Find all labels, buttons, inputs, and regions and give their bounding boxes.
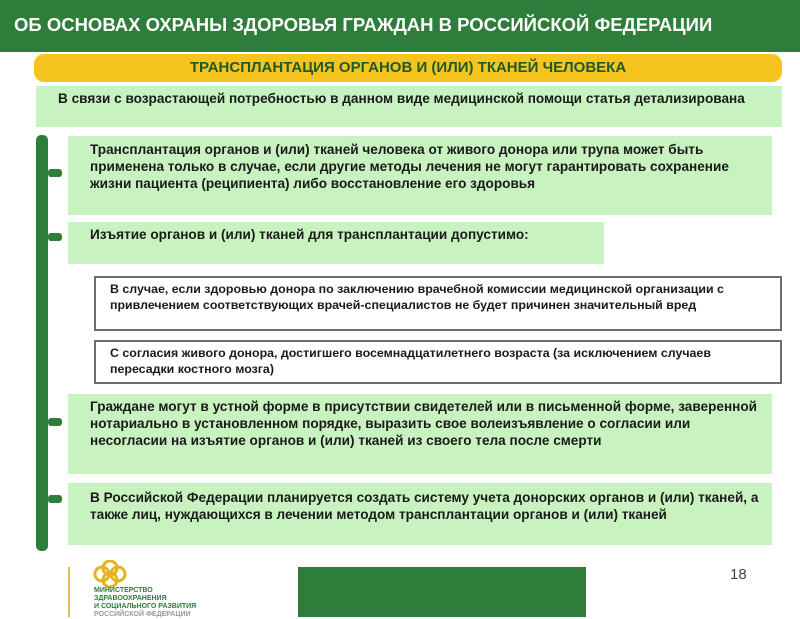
page-number: 18	[730, 566, 747, 583]
page-title: ОБ ОСНОВАХ ОХРАНЫ ЗДОРОВЬЯ ГРАЖДАН В РОССИЙСКОЙ ФЕДЕРАЦИИ	[14, 14, 713, 35]
item-removal-permissible: Изъятие органов и (или) тканей для трансплантации допустимо:	[68, 222, 604, 264]
logo-line: РОССИЙСКОЙ ФЕДЕРАЦИИ	[94, 611, 191, 618]
timeline-tick	[48, 169, 62, 177]
logo-line: МИНИСТЕРСТВО	[94, 587, 153, 594]
logo-line: ЗДРАВООХРАНЕНИЯ	[94, 595, 167, 602]
intro-box: В связи с возрастающей потребностью в данном виде медицинской помощи статья детализирована	[36, 86, 782, 127]
footer-divider	[68, 567, 70, 617]
timeline-spine	[36, 135, 48, 551]
item-citizens-consent: Граждане могут в устной форме в присутствии свидетелей или в письменной форме, заверенной нотариально в установленном порядке, выразить свое волеизъявление о согласии или несогласии на изъятие органов и (или) тканей из своего тела после смерти	[68, 394, 772, 474]
ministry-logo-text	[94, 587, 294, 619]
condition-box: С согласия живого донора, достигшего восемнадцатилетнего возраста (за исключением случаев пересадки костного мозга)	[94, 340, 782, 384]
timeline-tick	[48, 418, 62, 426]
item-transplant-conditions: Трансплантация органов и (или) тканей человека от живого донора или трупа может быть применена только в случае, если другие методы лечения не могут гарантировать сохранение жизни пациента (реципиента) либо восстановление его здоровья	[68, 136, 772, 215]
item-donor-registry: В Российской Федерации планируется создать систему учета донорских органов и (или) тканей, а также лиц, нуждающихся в лечении методом трансплантации органов и (или) тканей	[68, 483, 772, 545]
timeline-tick	[48, 233, 62, 241]
timeline-tick	[48, 495, 62, 503]
footer-green-bar	[298, 567, 586, 617]
section-subtitle: ТРАНСПЛАНТАЦИЯ ОРГАНОВ И (ИЛИ) ТКАНЕЙ ЧЕЛОВЕКА	[34, 54, 782, 82]
logo-line: И СОЦИАЛЬНОГО РАЗВИТИЯ	[94, 603, 197, 610]
condition-box: В случае, если здоровью донора по заключению врачебной комиссии медицинской организации с привлечением соответствующих врачей-специалистов не будет причинен значительный вред	[94, 276, 782, 331]
ministry-logo-icon	[88, 560, 132, 588]
